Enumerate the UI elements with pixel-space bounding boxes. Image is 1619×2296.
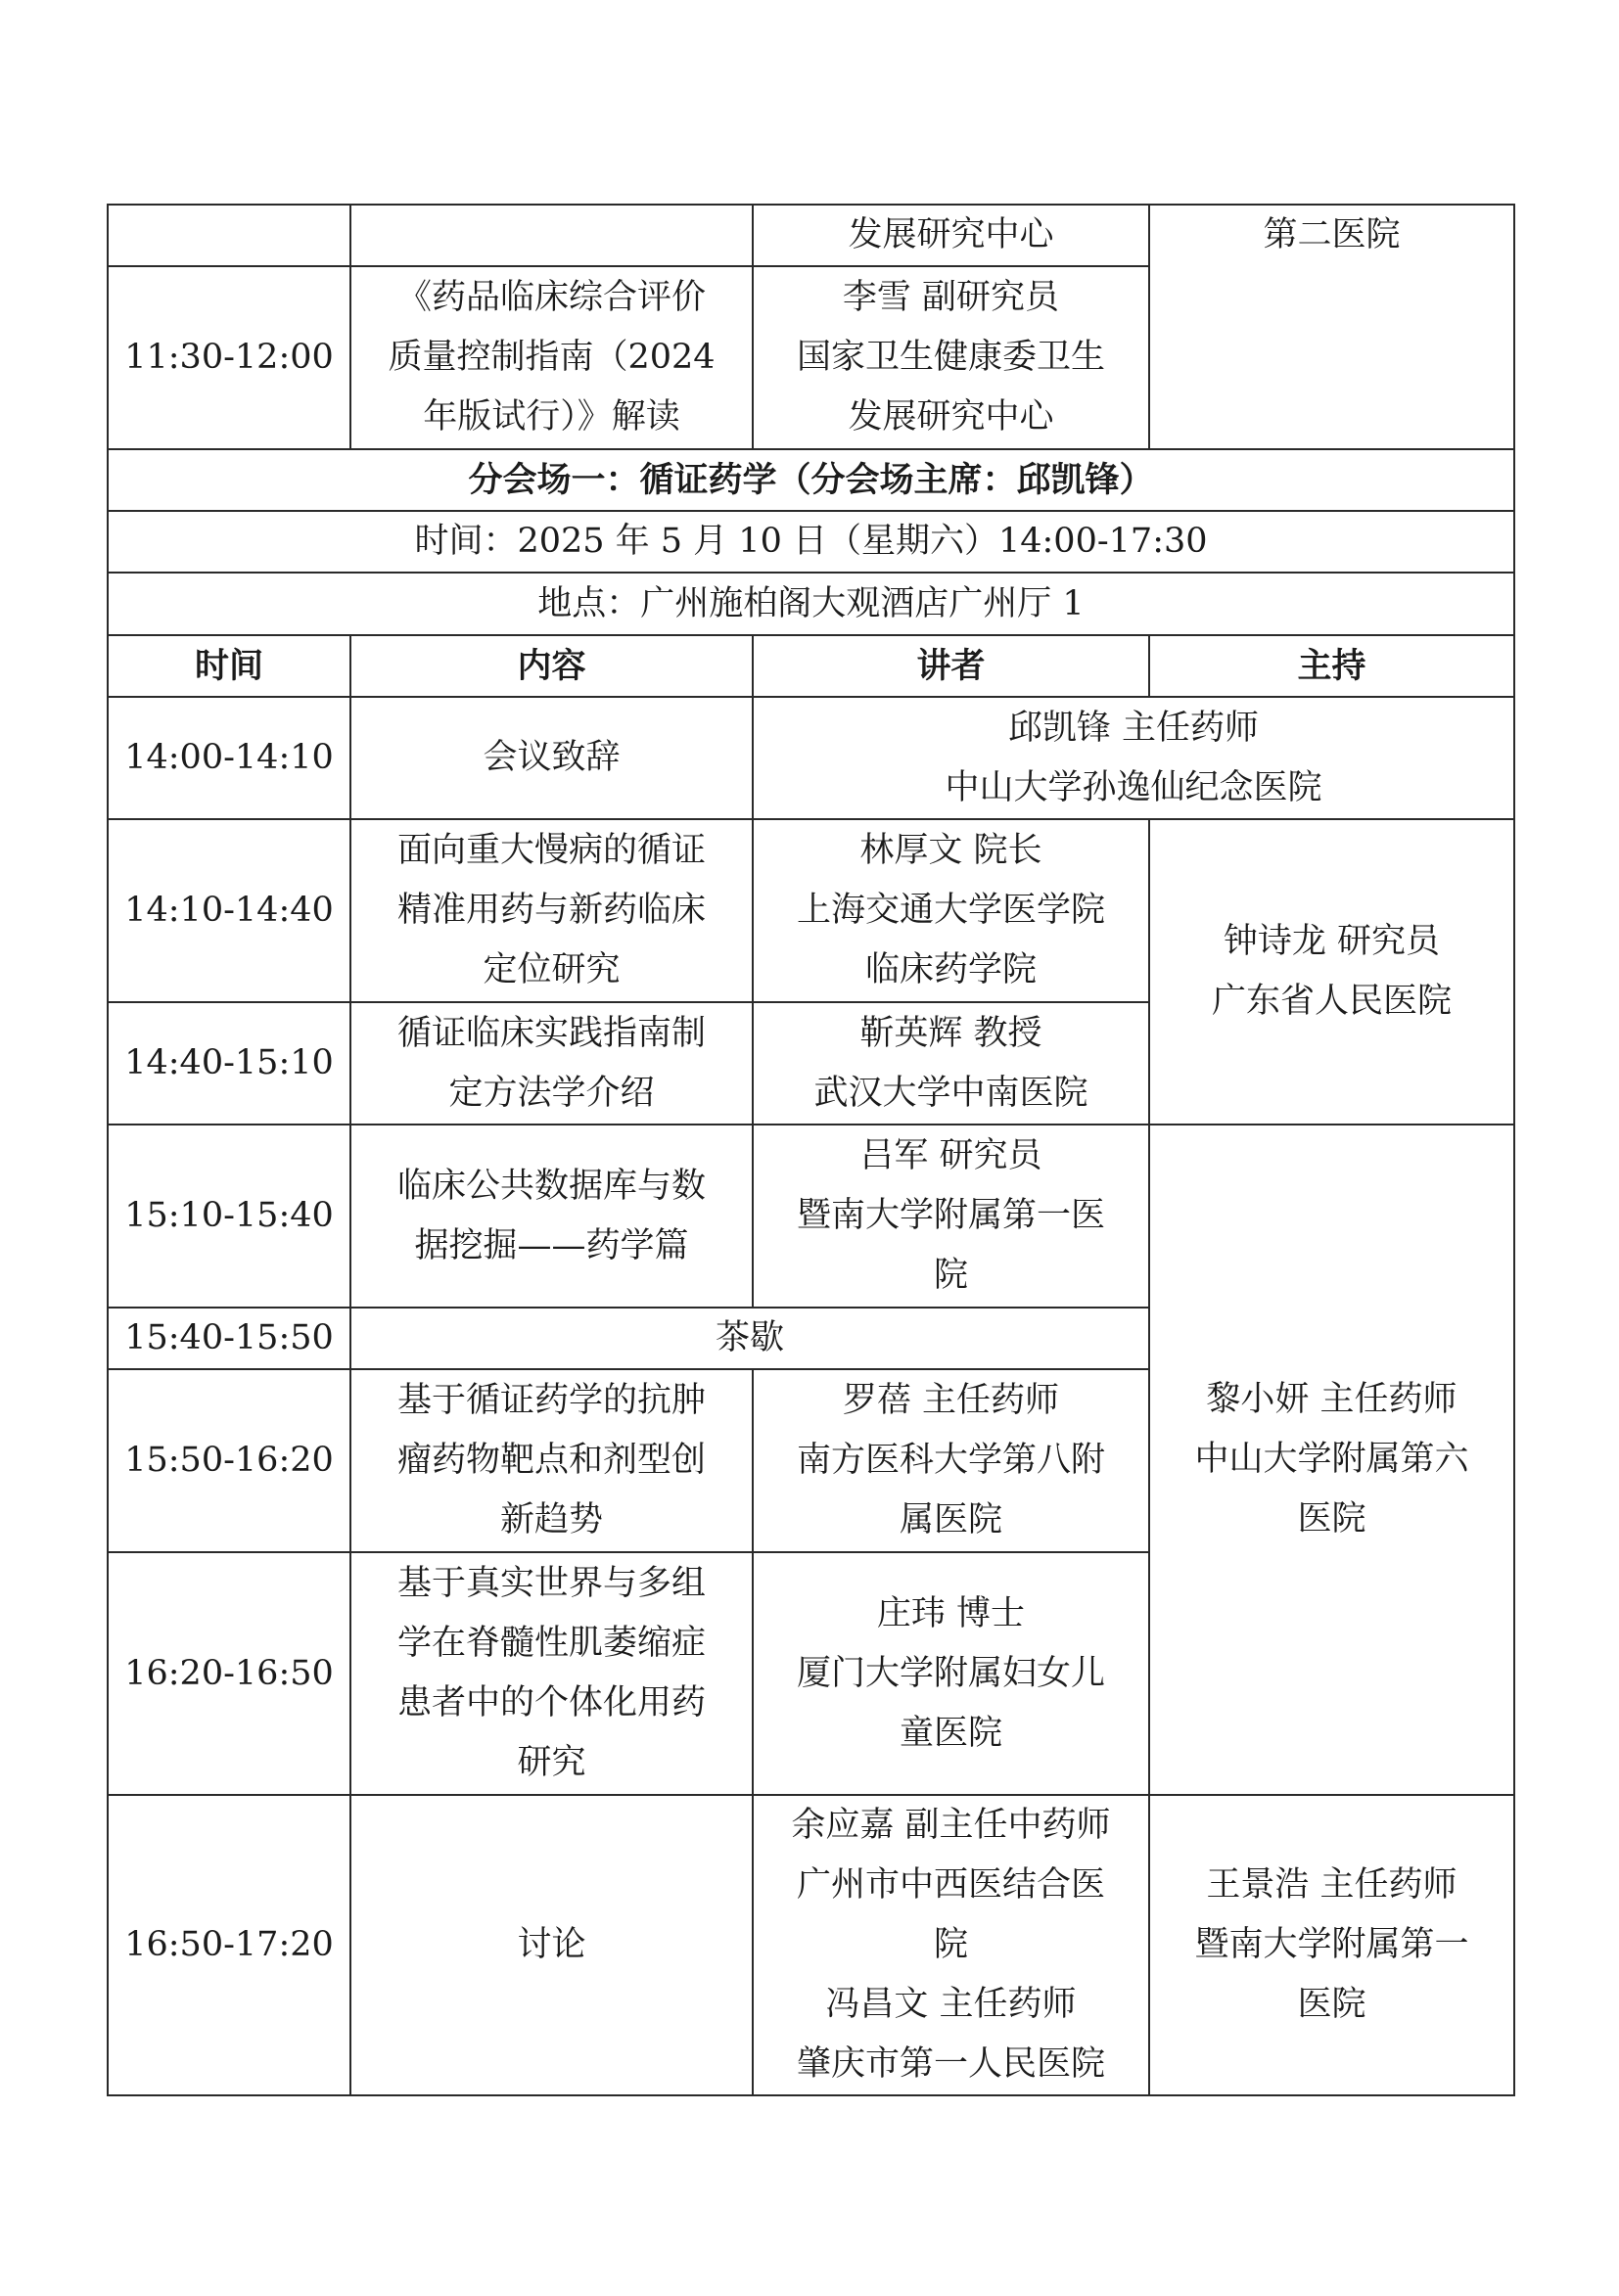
time-cell: 11:30-12:00 [108,266,350,449]
speaker-cell: 庄玮 博士 厦门大学附属妇女儿 童医院 [753,1552,1149,1795]
time-cell: 15:10-15:40 [108,1125,350,1308]
host-cell: 钟诗龙 研究员 广东省人民医院 [1149,819,1514,1125]
content-cell: 会议致辞 [350,697,753,819]
content-cell: 基于循证药学的抗肿 瘤药物靶点和剂型创 新趋势 [350,1369,753,1552]
host-cell: 王景浩 主任药师 暨南大学附属第一 医院 [1149,1795,1514,2095]
time-cell: 14:10-14:40 [108,819,350,1002]
break-cell: 茶歇 [350,1308,1149,1369]
speaker-cell: 余应嘉 副主任中药师 广州市中西医结合医 院 冯昌文 主任药师 肇庆市第一人民医院 [753,1795,1149,2095]
session-place: 地点：广州施柏阁大观酒店广州厅 1 [108,573,1514,635]
header-host: 主持 [1149,635,1514,697]
time-cell: 16:50-17:20 [108,1795,350,2095]
content-cell: 循证临床实践指南制 定方法学介绍 [350,1002,753,1125]
speaker-cell: 罗蓓 主任药师 南方医科大学第八附 属医院 [753,1369,1149,1552]
table-row [108,1125,1514,1308]
speaker-cell: 发展研究中心 [753,205,1149,266]
host-cell: 黎小妍 主任药师 中山大学附属第六 医院 [1149,1125,1514,1795]
session-time: 时间：2025 年 5 月 10 日（星期六）14:00-17:30 [108,511,1514,573]
time-cell: 15:40-15:50 [108,1308,350,1369]
session-place-row [108,573,1514,635]
content-cell: 基于真实世界与多组 学在脊髓性肌萎缩症 患者中的个体化用药 研究 [350,1552,753,1795]
session-title: 分会场一：循证药学（分会场主席：邱凯锋） [108,449,1514,511]
content-cell [350,205,753,266]
time-cell: 14:00-14:10 [108,697,350,819]
content-cell: 临床公共数据库与数 据挖掘——药学篇 [350,1125,753,1308]
header-content: 内容 [350,635,753,697]
host-cell: 第二医院 [1149,205,1514,449]
content-cell: 讨论 [350,1795,753,2095]
header-time: 时间 [108,635,350,697]
content-cell: 面向重大慢病的循证 精准用药与新药临床 定位研究 [350,819,753,1002]
speaker-cell: 林厚文 院长 上海交通大学医学院 临床药学院 [753,819,1149,1002]
speaker-cell: 邱凯锋 主任药师 中山大学孙逸仙纪念医院 [753,697,1514,819]
session-title-row [108,449,1514,511]
table-row [108,205,1514,266]
schedule-table [107,204,1515,2096]
speaker-cell: 靳英辉 教授 武汉大学中南医院 [753,1002,1149,1125]
time-cell [108,205,350,266]
time-cell: 16:20-16:50 [108,1552,350,1795]
table-row [108,697,1514,819]
table-row [108,819,1514,1002]
speaker-cell: 吕军 研究员 暨南大学附属第一医 院 [753,1125,1149,1308]
header-speaker: 讲者 [753,635,1149,697]
speaker-cell: 李雪 副研究员 国家卫生健康委卫生 发展研究中心 [753,266,1149,449]
session-time-row [108,511,1514,573]
time-cell: 15:50-16:20 [108,1369,350,1552]
header-row [108,635,1514,697]
table-row [108,1795,1514,2095]
content-cell: 《药品临床综合评价 质量控制指南（2024 年版试行）》解读 [350,266,753,449]
time-cell: 14:40-15:10 [108,1002,350,1125]
